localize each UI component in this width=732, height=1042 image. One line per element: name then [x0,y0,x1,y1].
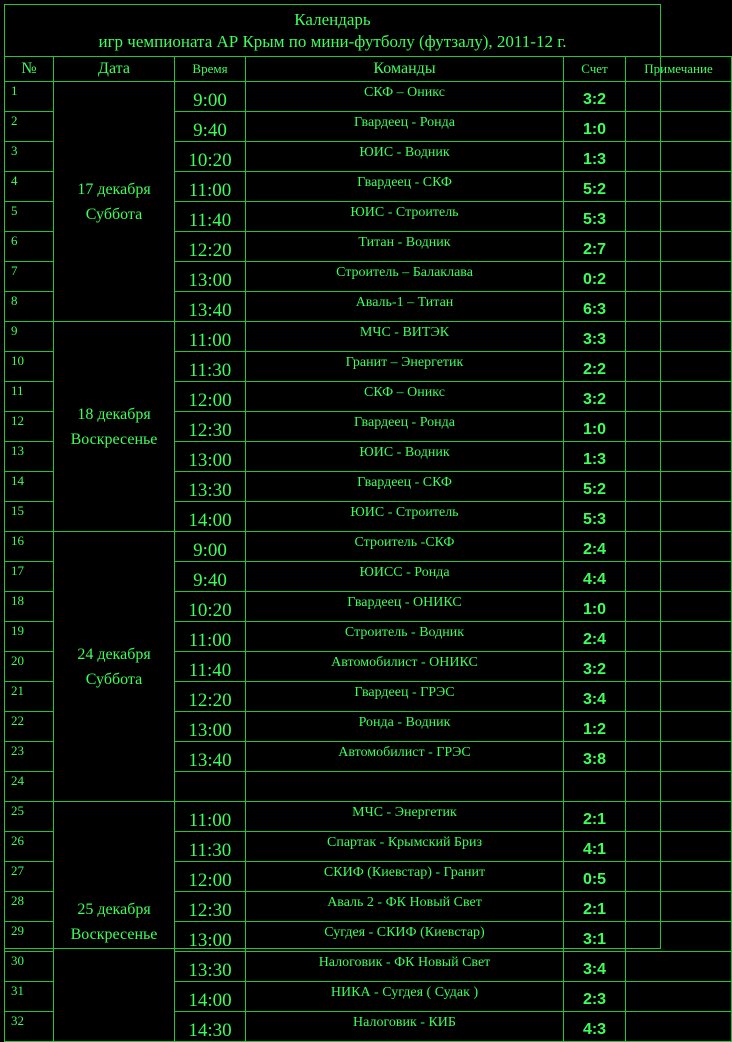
match-note [626,832,732,862]
match-number: 23 [5,742,54,772]
match-time: 11:40 [175,652,246,682]
page-title [4,4,661,56]
match-note [626,862,732,892]
match-score: 4:1 [564,832,626,862]
match-number: 27 [5,862,54,892]
day-weekday: Воскресенье [70,925,158,943]
match-number: 15 [5,502,54,532]
match-score: 2:1 [564,892,626,922]
match-note [626,652,732,682]
match-teams: МЧС - ВИТЭК [246,322,564,352]
match-number: 16 [5,532,54,562]
match-time: 10:20 [175,142,246,172]
match-time: 11:00 [175,172,246,202]
match-note [626,712,732,742]
match-number: 7 [5,262,54,292]
match-time: 14:00 [175,982,246,1012]
day-weekday: Суббота [85,205,143,223]
match-score: 1:0 [564,592,626,622]
match-score: 3:3 [564,322,626,352]
match-note [626,592,732,622]
match-score: 1:3 [564,142,626,172]
col-header-note: Примечание [626,57,732,82]
day-cell [54,802,175,1042]
match-number: 32 [5,1012,54,1042]
match-note [626,922,732,952]
match-note [626,412,732,442]
match-teams: Гранит – Энергетик [246,352,564,382]
match-time: 13:30 [175,952,246,982]
match-score: 2:1 [564,802,626,832]
match-score: 3:1 [564,922,626,952]
match-teams: МЧС - Энергетик [246,802,564,832]
match-number: 12 [5,412,54,442]
day-cell [54,532,175,802]
match-time: 13:30 [175,472,246,502]
match-teams: Строитель – Балаклава [246,262,564,292]
match-note [626,532,732,562]
match-note [626,232,732,262]
match-teams: Автомобилист - ОНИКС [246,652,564,682]
match-score: 2:2 [564,352,626,382]
match-note [626,892,732,922]
match-time: 11:30 [175,832,246,862]
match-score [564,772,626,802]
match-time: 9:40 [175,112,246,142]
match-note [626,682,732,712]
match-score: 2:4 [564,532,626,562]
match-score: 5:2 [564,472,626,502]
match-time: 14:00 [175,502,246,532]
match-time: 11:00 [175,802,246,832]
match-score: 4:3 [564,1012,626,1042]
match-number: 24 [5,772,54,802]
match-number: 5 [5,202,54,232]
match-teams: Аваль-1 – Титан [246,292,564,322]
match-number: 8 [5,292,54,322]
match-teams: ЮИС - Строитель [246,502,564,532]
match-note [626,622,732,652]
match-teams: Аваль 2 - ФК Новый Свет [246,892,564,922]
match-teams: Гвардеец - СКФ [246,472,564,502]
col-header-num: № [5,57,54,82]
match-score: 3:4 [564,682,626,712]
match-number: 13 [5,442,54,472]
match-teams: ЮИС - Водник [246,442,564,472]
match-note [626,142,732,172]
match-number: 2 [5,112,54,142]
match-teams: Строитель - Водник [246,622,564,652]
match-note [626,772,732,802]
match-score: 1:3 [564,442,626,472]
match-note [626,352,732,382]
match-time: 12:20 [175,682,246,712]
match-note [626,982,732,1012]
match-number: 19 [5,622,54,652]
col-header-date: Дата [54,57,175,82]
match-note [626,262,732,292]
match-teams: Гвардеец - Ронда [246,112,564,142]
match-note [626,82,732,112]
match-note [626,112,732,142]
match-score: 0:2 [564,262,626,292]
day-date: 18 декабря [77,405,151,423]
match-time: 10:20 [175,592,246,622]
day-cell [54,322,175,532]
col-header-score: Счет [564,57,626,82]
match-teams: НИКА - Сугдея ( Судак ) [246,982,564,1012]
match-teams: Автомобилист - ГРЭС [246,742,564,772]
match-number: 28 [5,892,54,922]
match-note [626,952,732,982]
match-teams: Титан - Водник [246,232,564,262]
match-note [626,472,732,502]
match-teams: Налоговик - ФК Новый Свет [246,952,564,982]
match-time: 11:00 [175,322,246,352]
match-number: 11 [5,382,54,412]
match-note [626,562,732,592]
match-teams: Гвардеец - СКФ [246,172,564,202]
match-time: 9:00 [175,82,246,112]
match-number: 29 [5,922,54,952]
match-teams: Налоговик - КИБ [246,1012,564,1042]
match-number: 10 [5,352,54,382]
day-date: 17 декабря [77,180,151,198]
day-date: 25 декабря [77,900,151,918]
match-teams [246,772,564,802]
match-time: 12:00 [175,382,246,412]
match-note [626,292,732,322]
match-note [626,442,732,472]
match-teams: ЮИСС - Ронда [246,562,564,592]
match-number: 30 [5,952,54,982]
match-teams: Гвардеец - ГРЭС [246,682,564,712]
match-number: 17 [5,562,54,592]
table-row [5,82,732,112]
match-time: 13:40 [175,292,246,322]
title-line-1: Календарь [294,10,371,29]
match-score: 2:4 [564,622,626,652]
match-number: 20 [5,652,54,682]
match-teams: Строитель -СКФ [246,532,564,562]
match-time: 11:40 [175,202,246,232]
header-row [5,57,732,82]
match-number: 26 [5,832,54,862]
match-number: 1 [5,82,54,112]
table-row [5,802,732,832]
match-score: 3:8 [564,742,626,772]
match-note [626,322,732,352]
match-score: 3:4 [564,952,626,982]
match-teams: Спартак - Крымский Бриз [246,832,564,862]
match-teams: Ронда - Водник [246,712,564,742]
match-score: 1:0 [564,412,626,442]
match-note [626,1012,732,1042]
match-time: 11:30 [175,352,246,382]
day-cell [54,82,175,322]
match-score: 5:3 [564,202,626,232]
match-score: 5:2 [564,172,626,202]
table-row [5,322,732,352]
match-note [626,502,732,532]
match-number: 31 [5,982,54,1012]
match-time: 13:00 [175,262,246,292]
match-time: 13:00 [175,442,246,472]
match-teams: СКИФ (Киевстар) - Гранит [246,862,564,892]
match-score: 5:3 [564,502,626,532]
match-score: 2:7 [564,232,626,262]
match-number: 22 [5,712,54,742]
col-header-time: Время [175,57,246,82]
match-time [175,772,246,802]
match-time: 13:00 [175,922,246,952]
match-number: 4 [5,172,54,202]
match-teams: Гвардеец - ОНИКС [246,592,564,622]
match-time: 9:00 [175,532,246,562]
match-time: 12:20 [175,232,246,262]
match-number: 21 [5,682,54,712]
match-score: 4:4 [564,562,626,592]
match-number: 9 [5,322,54,352]
match-time: 14:30 [175,1012,246,1042]
match-teams: Гвардеец - Ронда [246,412,564,442]
match-time: 13:00 [175,712,246,742]
match-score: 2:3 [564,982,626,1012]
match-time: 11:00 [175,622,246,652]
match-teams: ЮИС - Строитель [246,202,564,232]
match-score: 3:2 [564,82,626,112]
match-note [626,802,732,832]
match-note [626,382,732,412]
match-time: 12:00 [175,862,246,892]
match-time: 12:30 [175,892,246,922]
match-score: 0:5 [564,862,626,892]
match-number: 25 [5,802,54,832]
match-teams: СКФ – Оникс [246,82,564,112]
match-teams: ЮИС - Водник [246,142,564,172]
match-note [626,172,732,202]
day-weekday: Суббота [85,670,143,688]
schedule-table [4,56,732,1042]
match-score: 3:2 [564,652,626,682]
day-date: 24 декабря [77,645,151,663]
match-note [626,202,732,232]
match-number: 6 [5,232,54,262]
match-note [626,742,732,772]
match-teams: Сугдея - СКИФ (Киевстар) [246,922,564,952]
title-line-2: игр чемпионата АР Крым по мини-футболу (футзалу), 2011-12 г. [98,32,567,51]
match-time: 13:40 [175,742,246,772]
table-row [5,532,732,562]
match-number: 14 [5,472,54,502]
match-score: 6:3 [564,292,626,322]
col-header-teams: Команды [246,57,564,82]
match-score: 3:2 [564,382,626,412]
match-number: 3 [5,142,54,172]
match-time: 9:40 [175,562,246,592]
match-teams: СКФ – Оникс [246,382,564,412]
match-time: 12:30 [175,412,246,442]
match-number: 18 [5,592,54,622]
day-weekday: Воскресенье [70,430,158,448]
match-score: 1:2 [564,712,626,742]
match-score: 1:0 [564,112,626,142]
